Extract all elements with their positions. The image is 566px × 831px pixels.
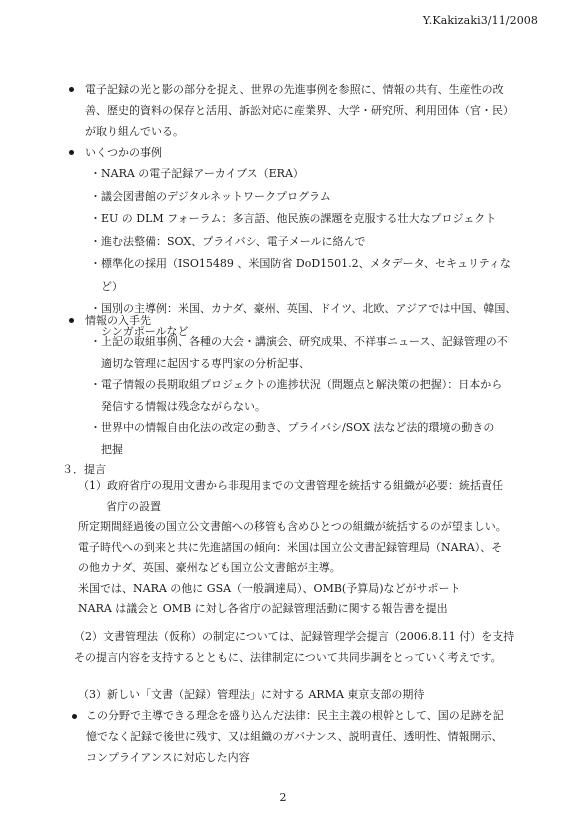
text-line: その提言内容を支持するとともに、法律制定について共同歩調をとっていく考えです。 bbox=[74, 651, 502, 664]
cases-title: いくつかの事例 bbox=[85, 146, 162, 159]
text-line: 善、歴史的資料の保存と活用、訴訟対応に産業界、大学・研究所、利用団体（官・民） bbox=[85, 104, 514, 117]
section-heading: ３．提言 bbox=[62, 463, 106, 476]
intro-paragraph bbox=[85, 79, 514, 142]
list-item: シンガポールなど bbox=[90, 324, 189, 338]
list-item: ・国別の主導例：米国、カナダ、豪州、英国、ドイツ、北欧、アジアでは中国、韓国、 bbox=[90, 302, 517, 315]
text-line: が取り組んでいる。 bbox=[85, 125, 184, 138]
list-item: 適切な管理に起因する専門家の分析記事、 bbox=[90, 356, 310, 370]
cases-list bbox=[90, 163, 516, 343]
list-item: ・世界中の情報自由化法の改定の動き、プライバシ/SOX 法など法的環境の動きの bbox=[90, 421, 495, 434]
list-item: ・進む法整備：SOX、プライバシ、電子メールに絡んで bbox=[90, 234, 366, 248]
text-line: NARA は議会と OMB に対し各省庁の記録管理活動に関する報告書を提出 bbox=[78, 602, 448, 615]
text-line: （1）政府省庁の現用文書から非現用までの文書管理を統括する組織が必要：統括責任 bbox=[78, 479, 503, 492]
sources-title: 情報の入手先 bbox=[85, 314, 151, 327]
list-item: ・議会図書館のデジタルネットワークプログラム bbox=[90, 189, 331, 203]
proposal-3-body bbox=[86, 705, 504, 768]
list-item: ・標準化の採用（ISO15489 、米国防省 DoD1501.2、メタデータ、セキュリティな bbox=[90, 257, 511, 270]
text-line: 憶でなく記録で後世に残す、又は組織のガバナンス、説明責任、透明性、情報開示、 bbox=[86, 730, 503, 743]
bullet-dot bbox=[69, 87, 74, 92]
list-item: 把握 bbox=[90, 442, 123, 456]
proposal-1-body bbox=[78, 517, 507, 620]
text-line: 電子時代への到来と共に先進諸国の傾向：米国は国立公文書記録管理局（NARA）、そ bbox=[78, 540, 503, 554]
text-line: この分野で主導できる理念を盛り込んだ法律：民主主義の根幹として、国の足跡を記 bbox=[86, 709, 504, 722]
list-item: 発信する情報は残念ながらない。 bbox=[90, 399, 266, 413]
list-item: ・EU の DLM フォーラム：多言語、他民族の課題を克服する壮大なプロジェクト bbox=[90, 212, 497, 225]
proposal-1-title bbox=[78, 475, 503, 517]
text-line: 省庁の設置 bbox=[106, 500, 161, 513]
text-line: 所定期間経過後の国立公文書館への移管も含めひとつの組織が統括するのが望ましい。 bbox=[78, 520, 507, 533]
list-item: ・上記の取組事例、各種の大会・講演会、研究成果、不祥事ニュース、記録管理の不 bbox=[90, 335, 508, 348]
list-item: ・電子情報の長期取組プロジェクトの進捗状況（問題点と解決策の把握）：日本から bbox=[90, 378, 503, 391]
proposal-2 bbox=[74, 626, 514, 668]
bullet-dot bbox=[69, 318, 74, 323]
text-line: （2）文書管理法（仮称）の制定については、記録管理学会提言（2006.8.11 付）を支持 bbox=[74, 630, 515, 643]
text-line: 電子記録の光と影の部分を捉え、世界の先進事例を参照に、情報の共有、生産性の改 bbox=[85, 83, 504, 96]
list-item: ・NARA の電子記録アーカイブス（ERA） bbox=[90, 167, 304, 180]
page-number: 2 bbox=[279, 791, 287, 804]
list-item: ど） bbox=[90, 279, 123, 293]
page-header: Y.Kakizaki3/11/2008 bbox=[422, 14, 538, 27]
text-line: 米国では、NARA の他に GSA（一般調達局）、OMB(予算局)などがサポート bbox=[78, 581, 461, 595]
text-line: コンプライアンスに対応した内容 bbox=[86, 751, 250, 764]
bullet-dot bbox=[72, 714, 77, 719]
proposal-3-title: （3）新しい「文書（記録）管理法」に対する ARMA 東京支部の期待 bbox=[78, 688, 425, 701]
bullet-dot bbox=[69, 150, 74, 155]
text-line: の他カナダ、英国、豪州なども国立公文書館が主導。 bbox=[78, 561, 341, 574]
sources-list bbox=[90, 331, 508, 460]
